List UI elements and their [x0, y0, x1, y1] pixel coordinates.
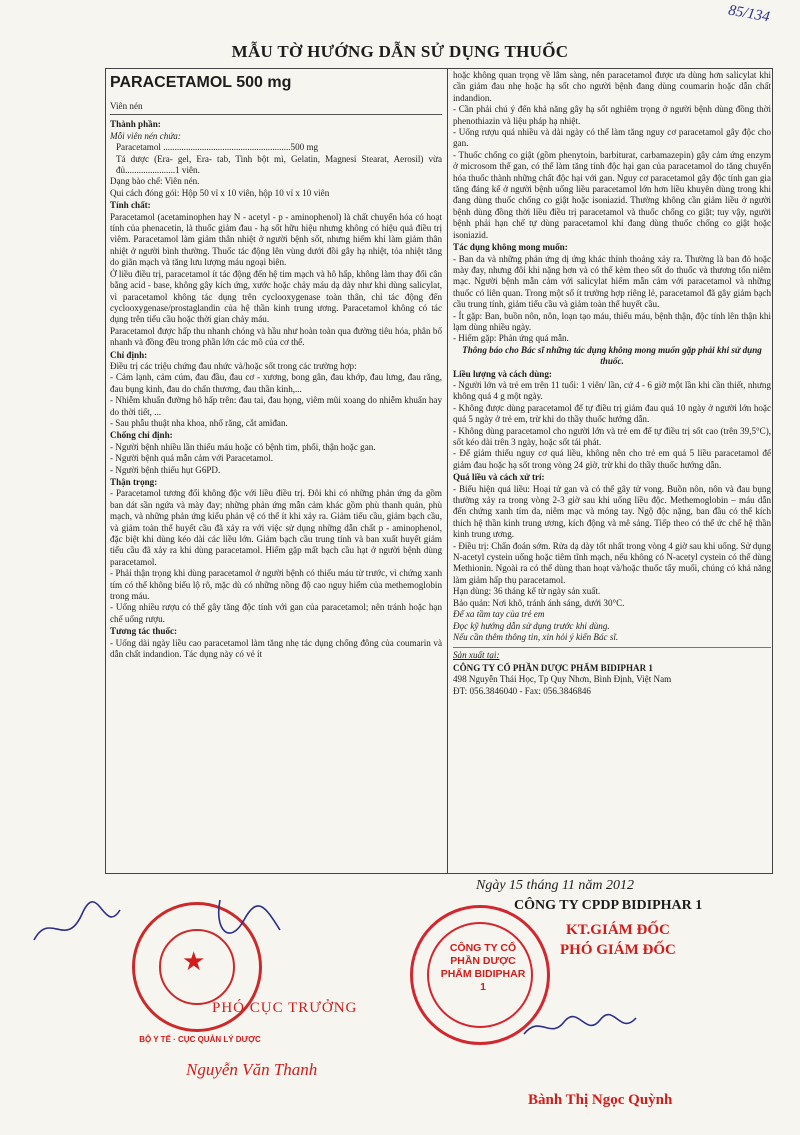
column-divider — [447, 68, 448, 874]
left-paragraph: Ở liều điều trị, paracetamol ít tác động đến hệ tim mạch và hô hấp, không làm thay đổi cân bằng acid - base, không gây kích ứng, xước hoặc chảy máu dạ dày như khi dùng salicylat, vì paracetamol không tác dụng trên cyclooxygenase toàn thân, chỉ tác động đến cyclooxygenase/prostaglandin của hệ thần kinh trung ương. Paracetamol không có tác dụng trên tiểu cầu hoặc thời gian chảy máu. — [110, 268, 442, 325]
left-paragraph: Qui cách đóng gói: Hộp 50 vỉ x 10 viên, hộp 10 vỉ x 10 viên — [110, 187, 330, 198]
right-paragraph: - Ít gặp: Ban, buồn nôn, nôn, loạn tạo máu, thiếu máu, bệnh thận, độc tính lên thận khi lạm dùng nhiều ngày. — [453, 310, 771, 332]
right-paragraph: Liều lượng và cách dùng: — [453, 368, 552, 379]
company-sign-role2: PHÓ GIÁM ĐỐC — [560, 942, 676, 958]
right-paragraph: - Cần phải chú ý đến khả năng gây hạ sốt nghiêm trọng ở người bệnh dùng đồng thời phenothiazin và liệu pháp hạ nhiệt. — [453, 104, 771, 126]
right-paragraph: - Hiếm gặp: Phản ứng quá mẫn. — [453, 333, 569, 344]
right-paragraph: - Để giảm thiểu nguy cơ quá liều, không nên cho trẻ em quá 5 liều paracetamol để giảm đau hoặc hạ sốt trong vòng 24 giờ, trừ khi do thầy thuốc hướng dẫn. — [453, 448, 771, 470]
left-paragraph: Dạng bào chế: Viên nén. — [110, 176, 200, 187]
left-column — [110, 74, 442, 870]
left-paragraph: - Người bệnh thiếu hụt G6PD. — [110, 464, 221, 475]
left-paragraph: Tá dược (Era- gel, Era- tab, Tinh bột mì, Gelatin, Magnesi Stearat, Aerosil) vừa đủ......................1 viên. — [116, 153, 442, 176]
right-paragraph: Tác dụng không mong muốn: — [453, 242, 568, 253]
page-number: 85/134 — [727, 2, 771, 26]
left-paragraph: - Nhiễm khuẩn đường hô hấp trên: đau tai, đau họng, viêm mũi xoang do nhiễm khuẩn hay do thời tiết, ... — [110, 395, 442, 417]
left-paragraph: - Người bệnh quá mẫn cảm với Paracetamol. — [110, 453, 274, 464]
right-paragraph: - Biểu hiện quá liều: Hoại tử gan và có thể gây tử vong. Buồn nôn, nôn và đau bụng thường xảy ra trong vòng 2-3 giờ sau khi uống liều độc. Methemoglobin – máu dẫn đến chứng xanh tím da, niêm mạc và móng tay. Ngộ độc nặng, ban đầu có thể kích thích hệ thần kinh trung ương, kích động và mê sảng. Tiếp theo có thể ức chế hệ thần kinh trung ương. — [453, 483, 771, 540]
date-line: Ngày 15 tháng 11 năm 2012 — [476, 878, 635, 893]
title-rule — [110, 114, 442, 115]
manufacturer-address: 498 Nguyễn Thái Học, Tp Quy Nhơn, Bình Định, Việt Nam — [453, 674, 672, 685]
right-paragraph: Hạn dùng: 36 tháng kể từ ngày sản xuất. — [453, 586, 601, 597]
right-paragraph: Nếu cần thêm thông tin, xin hỏi ý kiến Bác sĩ. — [453, 631, 619, 642]
left-paragraph: Mỗi viên nén chứa: — [110, 130, 181, 141]
right-paragraph: - Uống rượu quá nhiều và dài ngày có thể làm tăng nguy cơ paracetamol gây độc cho gan. — [453, 127, 771, 149]
right-paragraph: - Không dùng paracetamol cho người lớn và trẻ em để tự điều trị sốt cao (trên 39,5°C), sốt kéo dài trên 3 ngày, hoặc sốt tái phát. — [453, 425, 771, 447]
right-paragraph: Bảo quản: Nơi khô, tránh ánh sáng, dưới 30°C. — [453, 597, 625, 608]
authority-stamp-text: BỘ Y TẾ · CỤC QUẢN LÝ DƯỢC — [139, 1035, 261, 1044]
right-paragraph: Đọc kỹ hướng dẫn sử dụng trước khi dùng. — [453, 620, 610, 631]
left-paragraph: - Uống nhiều rượu có thể gây tăng độc tính với gan của paracetamol; nên tránh hoặc hạn chế uống rượu. — [110, 602, 442, 624]
right-paragraph: Thông báo cho Bác sĩ những tác dụng không mong muốn gặp phải khi sử dụng thuốc. — [462, 344, 762, 367]
right-paragraph: Quá liều và cách xử trí: — [453, 472, 545, 483]
authority-role: PHÓ CỤC TRƯỞNG — [212, 1000, 358, 1016]
company-sign-title: CÔNG TY CPDP BIDIPHAR 1 — [514, 898, 703, 913]
left-paragraph: - Phải thận trọng khi dùng paracetamol ở người bệnh có thiếu máu từ trước, vì chứng xanh tím có thể không biểu lộ rõ, mặc dù có những nồng độ cao nguy hiểm của methemoglobin trong máu. — [110, 568, 442, 602]
authority-signer-name: Nguyễn Văn Thanh — [186, 1060, 318, 1079]
left-paragraph: - Sau phẫu thuật nha khoa, nhổ răng, cắt amiđan. — [110, 417, 288, 428]
company-sign-role1: KT.GIÁM ĐỐC — [566, 922, 670, 938]
left-paragraph: - Paracetamol tương đối không độc với liều điều trị. Đôi khi có những phản ứng da gồm ban dát sần ngứa và mày đay; những phản ứng mẫn cảm khác gồm phù thanh quản, phù mạch, và những phản ứng kiểu phản vệ có thể ít khi xảy ra. Giảm tiểu cầu, giảm bạch cầu, và giảm toàn thể huyết cầu đã xảy ra với việc sử dụng những dẫn chất p - aminophenol, đặc biệt khi dùng kéo dài các liều lớn. Giảm bạch cầu trung tính và ban xuất huyết giảm tiểu cầu đã xảy ra khi dùng paracetamol. Hiếm gặp mất bạch cầu hạt ở người bệnh dùng paracetamol. — [110, 488, 442, 567]
manufacturer-name: CÔNG TY CỔ PHẦN DƯỢC PHẨM BIDIPHAR 1 — [453, 662, 653, 673]
star-emblem-icon: ★ — [182, 947, 206, 976]
left-paragraph: - Cảm lạnh, cảm cúm, đau đầu, đau cơ - xương, bong gân, đau khớp, đau lưng, đau răng, đau bụng kinh, đau do chấn thương, đau thần kinh,... — [110, 372, 442, 394]
product-form: Viên nén — [110, 101, 143, 111]
company-signature-mark — [520, 1010, 640, 1044]
left-paragraph: Chống chỉ định: — [110, 430, 173, 441]
right-paragraph: - Điều trị: Chẩn đoán sớm. Rửa dạ dày tốt nhất trong vòng 4 giờ sau khi uống. Sử dụng N-acetyl cystein uống hoặc tiêm tĩnh mạch, nếu không có N-acetyl cystein có thể dùng Methionin. Ngoài ra có thể dùng than hoạt và/hoặc thuốc tẩy muối, chúng có khả năng làm giảm hấp thụ paracetamol. — [453, 540, 771, 585]
left-paragraph: Thành phần: — [110, 119, 161, 130]
right-paragraph: hoặc không quan trọng về lâm sàng, nên paracetamol được ưa dùng hơn salicylat khi cần giảm đau nhẹ hoặc hạ sốt cho người bệnh đang dùng coumarin hoặc dẫn chất indandion. — [453, 70, 771, 103]
company-stamp-text: CÔNG TY CỔ PHẦN DƯỢC PHẨM BIDIPHAR 1 — [440, 942, 526, 993]
left-paragraph: Tính chất: — [110, 200, 151, 211]
left-paragraph: Chỉ định: — [110, 349, 148, 360]
right-paragraph: - Không được dùng paracetamol để tự điều trị giảm đau quá 10 ngày ở người lớn hoặc quá 5 ngày ở trẻ em, trừ khi do thầy thuốc hướng dẫn. — [453, 402, 771, 425]
left-paragraph: - Người bệnh nhiều lần thiếu máu hoặc có bệnh tim, phổi, thận hoặc gan. — [110, 441, 376, 452]
product-name: PARACETAMOL 500 mg — [110, 74, 292, 91]
manufacturer-label: Sản xuất tại: — [453, 650, 500, 661]
left-paragraph: Paracetamol ........................................................500 mg — [116, 142, 319, 153]
company-signer-name: Bành Thị Ngọc Quỳnh — [528, 1092, 673, 1108]
authority-signature-mark — [30, 880, 290, 970]
left-paragraph: - Uống dài ngày liều cao paracetamol làm tăng nhẹ tác dụng chống đông của coumarin và dẫn chất indandion. Tác dụng này có vẻ ít — [110, 637, 442, 660]
right-paragraph: - Ban da và những phản ứng dị ứng khác thỉnh thoảng xảy ra. Thường là ban đỏ hoặc mày đay, nhưng đôi khi nặng hơn và có thể kèm theo sốt do thuốc và thương tổn niêm mạc. Người bệnh mẫn cảm với salicylat hiếm mẫn cảm với paracetamol và những thuốc có liên quan. Trong một số ít trường hợp riêng lẻ, paracetamol đã gây giảm bạch cầu trung tính, giảm tiểu cầu và giảm toàn thể huyết cầu. — [453, 253, 771, 310]
right-paragraph: Để xa tầm tay của trẻ em — [453, 609, 545, 620]
left-paragraph: Điều trị các triệu chứng đau nhức và/hoặc sốt trong các trường hợp: — [110, 360, 357, 371]
right-paragraph: - Thuốc chống co giật (gồm phenytoin, barbiturat, carbamazepin) gây cảm ứng enzym ở microsom thể gan, có thể làm tăng tính độc hại gan của paracetamol do tăng chuyển hóa thuốc thành những chất độc hại với gan. Nguy cơ paracetamol gây độc tính gan gia tăng đáng kể ở người bệnh uống liều paracetamol lớn hơn liều khuyên dùng trong khi đang dùng thuốc chống co giật hoặc isoniazid. Thường không cần giảm liều ở người bệnh dùng đồng thời liều điều trị paracetamol và thuốc chống co giật; tuy vậy, người bệnh phải hạn chế tự dùng paracetamol khi đang dùng thuốc chống co giật hoặc isoniazid. — [453, 149, 771, 240]
document-title: MẪU TỜ HƯỚNG DẪN SỬ DỤNG THUỐC — [231, 42, 569, 61]
manufacturer-block — [453, 647, 771, 697]
right-column — [453, 44, 771, 874]
left-paragraph: Paracetamol (acetaminophen hay N - acetyl - p - aminophenol) là chất chuyển hóa có hoạt tính của phenacetin, là thuốc giảm đau - hạ sốt hữu hiệu nhưng không có hiệu quả điều trị viêm. Paracetamol làm giảm thân nhiệt ở người bệnh sốt, nhưng hiếm khi làm giảm thân nhiệt ở người bình thường. Thuốc tác động lên vùng dưới đồi gây hạ nhiệt, tỏa nhiệt tăng do giãn mạch và tăng lưu lượng máu ngoại biên. — [110, 211, 442, 268]
manufacturer-phone: ĐT: 056.3846040 - Fax: 056.3846846 — [453, 685, 591, 696]
left-paragraph: Paracetamol được hấp thu nhanh chóng và hầu như hoàn toàn qua đường tiêu hóa, phân bố nhanh và đồng đều trong phần lớn các mô của cơ thể. — [110, 325, 442, 348]
left-body — [110, 119, 442, 660]
left-paragraph: Thận trọng: — [110, 477, 158, 487]
right-body — [453, 70, 771, 643]
left-paragraph: Tương tác thuốc: — [110, 626, 178, 637]
right-paragraph: - Người lớn và trẻ em trên 11 tuổi: 1 viên/ lần, cứ 4 - 6 giờ một lần khi cần thiết, nhưng không quá 4 g một ngày. — [453, 379, 771, 402]
